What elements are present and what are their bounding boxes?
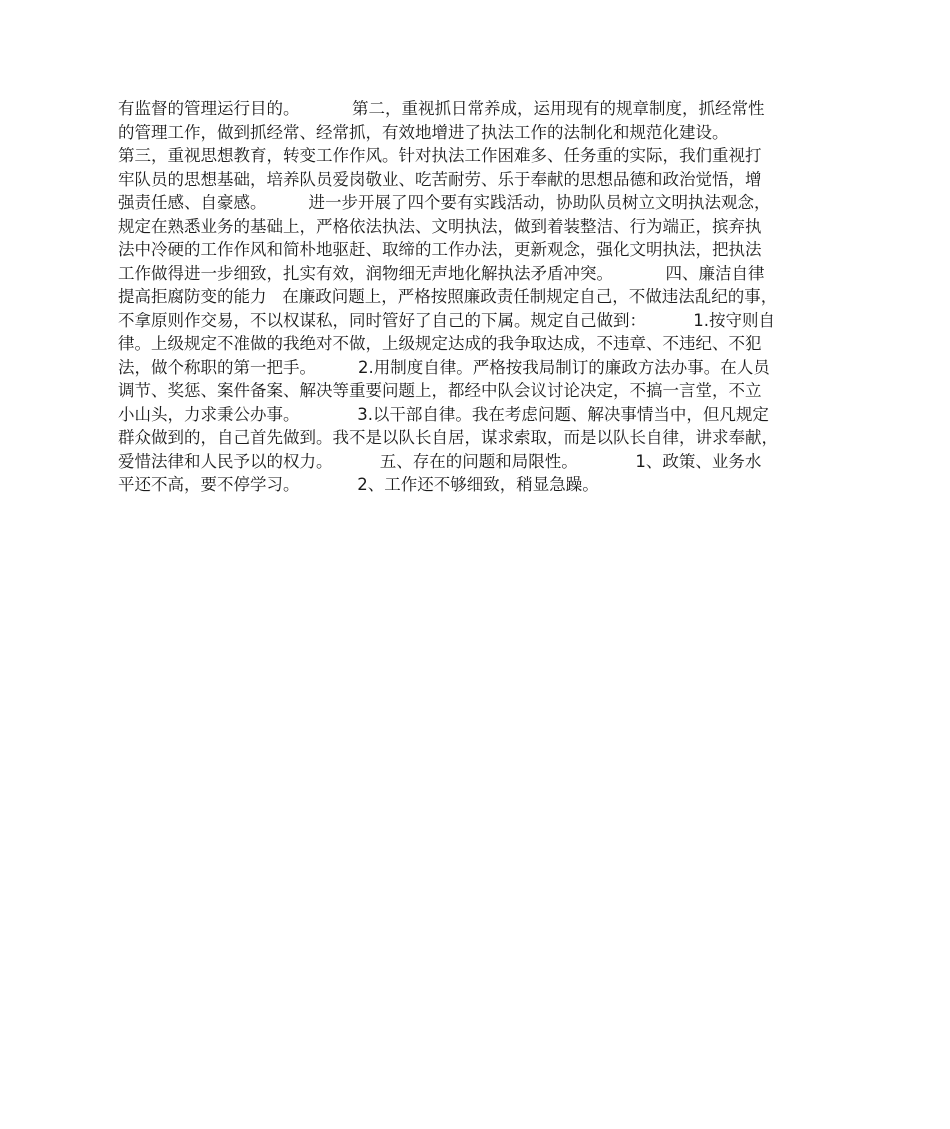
- text-line: 的管理工作，做到抓经常、经常抓，有效地增进了执法工作的法制化和规范化建设。: [118, 122, 729, 142]
- text-line: 爱惜法律和人民予以的权力。 五、存在的问题和局限性。 1、政策、业务水: [118, 451, 762, 471]
- text-line: 法，做个称职的第一把手。 2.用制度自律。严格按我局制订的廉政方法办事。在人员: [118, 357, 770, 377]
- text-line: 不拿原则作交易，不以权谋私，同时管好了自己的下属。规定自己做到： 1.按守则自: [118, 310, 775, 330]
- text-line: 调节、奖惩、案件备案、解决等重要问题上，都经中队会议讨论决定，不搞一言堂，不立: [118, 381, 762, 400]
- text-line: 平还不高，要不停学习。 2、工作还不够细致，稍显急躁。: [118, 475, 599, 494]
- text-line: 提高拒腐防变的能力 在廉政问题上，严格按照廉政责任制规定自己，不做违法乱纪的事，: [118, 287, 778, 306]
- text-line: 群众做到的，自己首先做到。我不是以队长自居，谋求索取，而是以队长自律，讲求奉献，: [118, 428, 778, 447]
- text-line: 牢队员的思想基础，培养队员爱岗敬业、吃苦耐劳、乐于奉献的思想品德和政治觉悟，增: [118, 169, 762, 189]
- text-line: 小山头，力求秉公办事。 3.以干部自律。我在考虑问题、解决事情当中，但凡规定: [118, 404, 769, 424]
- text-line: 工作做得进一步细致，扎实有效，润物细无声地化解执法矛盾冲突。 四、廉洁自律: [118, 263, 765, 283]
- text-line: 规定在熟悉业务的基础上，严格依法执法、文明执法，做到着装整洁、行为端正，摈弃执: [118, 216, 762, 236]
- text-line: 强责任感、自豪感。 进一步开展了四个要有实践活动，协助队员树立文明执法观念，: [118, 193, 771, 212]
- text-line: 法中冷硬的工作作风和简朴地驱赶、取缔的工作办法，更新观念，强化文明执法，把执法: [118, 240, 762, 259]
- text-line: 有监督的管理运行目的。 第二，重视抓日常养成，运用现有的规章制度，抓经常性: [118, 99, 765, 118]
- body-text: [118, 97, 848, 497]
- text-line: 第三，重视思想教育，转变工作作风。针对执法工作困难多、任务重的实际，我们重视打: [118, 146, 762, 165]
- text-line: 律。上级规定不准做的我绝对不做，上级规定达成的我争取达成，不违章、不违纪、不犯: [118, 334, 762, 353]
